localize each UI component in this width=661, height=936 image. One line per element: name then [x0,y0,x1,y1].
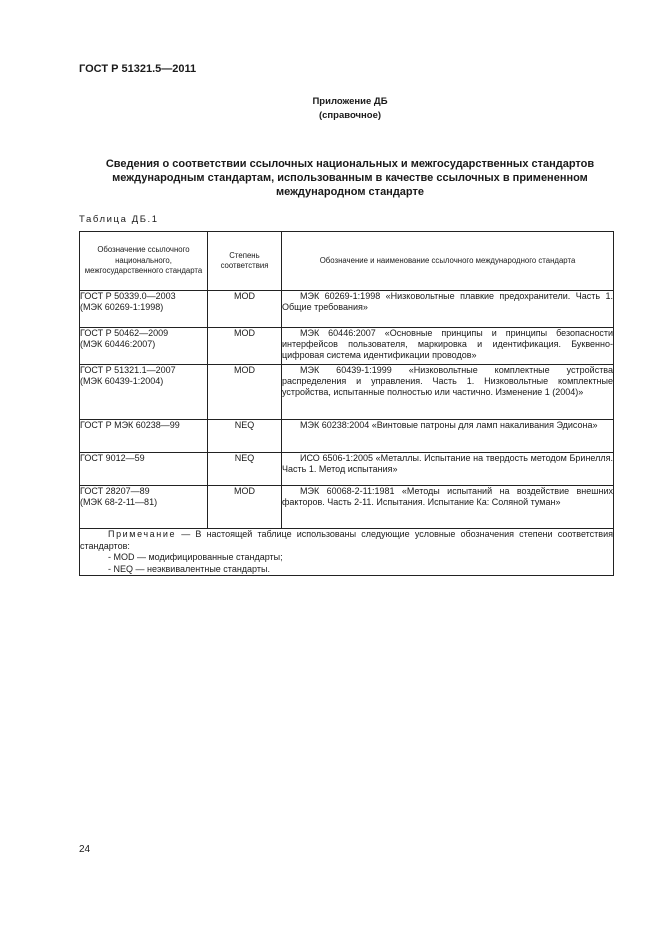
description-cell [282,291,614,328]
table-row [80,453,614,486]
section-heading [80,157,620,199]
description-cell [282,453,614,486]
description-text: МЭК 60269-1:1998 «Низковольтные плавкие предохранители. Часть 1. Общие требования» [282,291,613,312]
standard-code: ГОСТ Р 50462—2009 [80,328,169,338]
appendix-title: Приложение ДБ [312,96,388,107]
table-label: Таблица ДБ.1 [79,214,159,225]
description-cell [282,328,614,365]
standard-code: ГОСТ Р 50339.0—2003 [80,291,176,301]
description-cell [282,486,614,529]
degree-cell: NEQ [208,453,282,486]
document-code: ГОСТ Р 51321.5—2011 [79,63,197,75]
page-number: 24 [79,844,91,855]
standard-code: ГОСТ 28207—89 [80,486,150,496]
degree-cell: MOD [208,291,282,328]
table-header-row [80,232,614,291]
note-text [80,529,613,552]
standard-code-cell [80,291,208,328]
table-row [80,486,614,529]
table-row [80,291,614,328]
description-text: МЭК 60238:2004 «Винтовые патроны для ламп накаливания Эдисона» [300,420,598,430]
column-header-degree: Степень соответствия [208,232,282,291]
standard-code: ГОСТ Р 51321.1—2007 [80,365,176,375]
heading-line: Сведения о соответствии ссылочных национальных и межгосударственных стандартов [105,158,595,170]
standard-code-ref: (МЭК 68-2-11—81) [80,497,158,507]
heading-line: международном стандарте [275,186,425,198]
note-item: - NEQ — неэквивалентные стандарты. [108,563,270,574]
description-text: МЭК 60439-1:1999 «Низковольтные комплектные устройства распределения и управления. Часть 1. Низковольтные комплектные устройства, испытанные полностью или частично. Изменение 1 (2004)» [282,365,613,397]
description-cell [282,420,614,453]
table-row [80,328,614,365]
note-body: — В настоящей таблице использованы следующие условные обозначения степени соответствия стандартов: [80,529,613,551]
standard-code: ГОСТ Р МЭК 60238—99 [80,420,180,430]
standard-code-ref: (МЭК 60439-1:2004) [80,376,164,386]
degree-cell: NEQ [208,420,282,453]
table-note-row [80,529,614,576]
note-label: Примечание [108,529,177,539]
column-header-code: Обозначение ссылочного национального, межгосударственного стандарта [80,232,208,291]
note-item: - MOD — модифицированные стандарты; [108,552,283,562]
heading-line: международным стандартам, использованным в качестве ссылочных в примененном [112,172,588,184]
standard-code-cell [80,328,208,365]
standard-code-cell [80,453,208,486]
appendix-kind: (справочное) [318,110,382,121]
degree-cell: MOD [208,365,282,420]
description-text: МЭК 60446:2007 «Основные принципы и принципы безопасности интерфейсов пользователя, маркировка и идентификация. Буквенно-цифровая система идентификации проводов» [282,328,613,360]
degree-cell: MOD [208,486,282,529]
standards-table [79,231,614,576]
standard-code: ГОСТ 9012—59 [80,453,145,463]
description-text: МЭК 60068-2-11:1981 «Методы испытаний на воздействие внешних факторов. Часть 2-11. Испытания. Испытание Ка: Соляной туман» [282,486,613,507]
table-note [80,529,614,576]
standard-code-cell [80,420,208,453]
table-row [80,365,614,420]
description-text: ИСО 6506-1:2005 «Металлы. Испытание на твердость методом Бринелля. Часть 1. Метод испытания» [282,453,613,474]
standard-code-cell [80,486,208,529]
table-row [80,420,614,453]
degree-cell: MOD [208,328,282,365]
column-header-description: Обозначение и наименование ссылочного международного стандарта [282,232,614,291]
description-cell [282,365,614,420]
standard-code-cell [80,365,208,420]
standard-code-ref: (МЭК 60446:2007) [80,339,156,349]
standard-code-ref: (МЭК 60269-1:1998) [80,302,164,312]
